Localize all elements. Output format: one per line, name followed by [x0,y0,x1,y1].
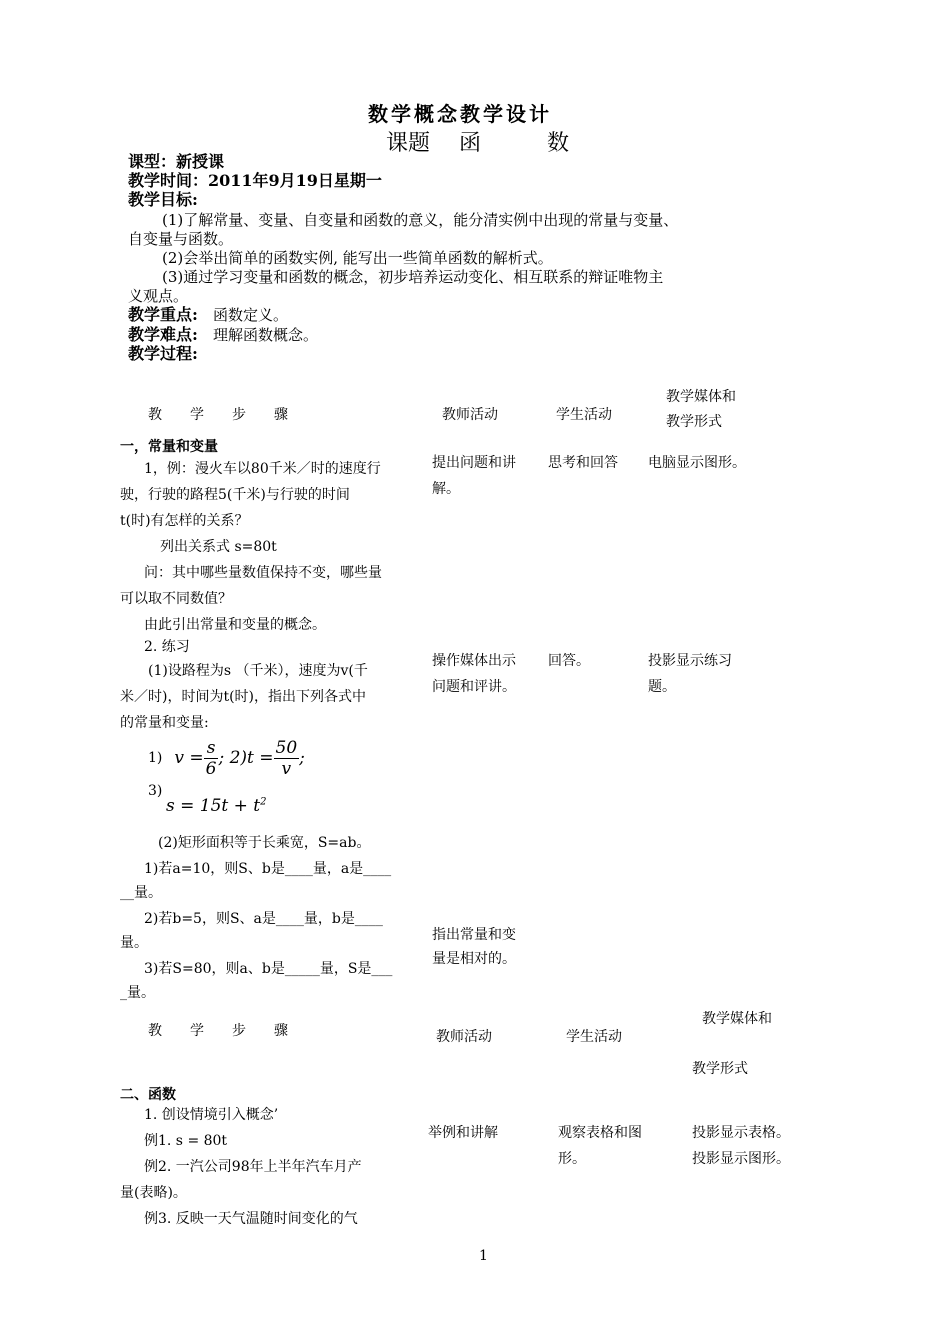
fraction-numerator: 50 [275,737,298,758]
difficulty-text: 理解函数概念。 [213,326,319,344]
step-line: (1)设路程为s （千米），速度为v(千 [148,663,368,679]
student-activity: 形。 [558,1151,586,1167]
media-form: 投影显示表格。 [692,1125,790,1141]
column-teacher: 教师活动 [436,1029,492,1045]
lesson-type: 课型：新授课 [128,152,225,171]
student-activity: 观察表格和图 [558,1125,642,1141]
column-student: 学生活动 [556,407,612,423]
equation-label: 3) [148,783,163,799]
step-line: 例1. s = 80t [144,1133,228,1149]
teacher-activity: 量是相对的。 [432,951,516,967]
student-activity: 回答。 [548,653,590,669]
step-line: 例3. 反映一天气温随时间变化的气 [144,1211,358,1227]
step-line: 量。 [120,935,148,951]
step-line: 问：其中哪些量数值保持不变，哪些量 [144,565,382,581]
column-media-line2: 教学形式 [666,414,722,430]
step-line: 列出关系式 s=80t [160,539,277,555]
media-form: 投影显示练习 [648,653,732,669]
step-line: t(时)有怎样的关系？ [120,513,249,529]
lesson-time: 教学时间：2011年9月19日星期一 [128,171,382,190]
step-line: 由此引出常量和变量的概念。 [144,617,326,633]
step-line: 1. 创设情境引入概念’ [144,1107,279,1123]
column-teacher: 教师活动 [442,407,498,423]
equation-3-exponent: 2 [260,796,267,808]
equation-label: 1) [148,750,163,766]
column-steps: 教 学 步 骤 [148,1023,288,1039]
goal-line: 义观点。 [128,287,189,305]
goals-label: 教学目标: [128,190,198,209]
fraction [274,738,300,779]
fraction-numerator: s [204,738,219,759]
step-line: (2)矩形面积等于长乘宽，S=ab。 [158,835,371,851]
key-point [128,305,288,324]
goal-line: 自变量与函数。 [128,230,234,248]
step-line: 1，例：漫火车以80千米／时的速度行 [144,461,381,477]
step-line: 米／时)，时间为t(时)，指出下列各式中 [120,689,367,705]
step-line: 例2. 一汽公司98年上半年汽车月产 [144,1159,362,1175]
step-line: 3)若S=80，则a、b是_____量，S是___ [144,961,393,977]
teacher-activity: 举例和讲解 [428,1125,498,1141]
fraction [204,738,219,779]
media-form: 电脑显示图形。 [648,455,746,471]
step-line: 驶，行驶的路程5(千米)与行驶的时间 [120,487,350,503]
teacher-activity: 指出常量和变 [432,927,516,943]
step-line: __量。 [120,885,162,901]
teacher-activity: 解。 [432,481,460,497]
teacher-activity: 问题和评讲。 [432,679,516,695]
step-line: 可以取不同数值？ [120,591,232,607]
equation-1 [148,734,305,782]
page-number: 1 [479,1248,488,1264]
teacher-activity: 操作媒体出示 [432,653,516,669]
document-title: 数学概念教学设计 [368,102,552,126]
goal-line: (3)通过学习变量和函数的概念，初步培养运动变化、相互联系的辩证唯物主 [162,268,664,286]
step-line: 的常量和变量: [120,715,209,731]
goal-line: (1)了解常量、变量、自变量和函数的意义，能分清实例中出现的常量与变量、 [162,211,679,229]
column-media-line2: 教学形式 [692,1061,748,1077]
teacher-activity: 提出问题和讲 [432,455,516,471]
step-line: 1)若a=10，则S、b是____量，a是____ [144,861,392,877]
fraction-denominator: v [281,758,292,779]
step-line: 量(表略)。 [120,1185,187,1201]
goal-line: (2)会举出简单的函数实例, 能写出一些简单函数的解析式。 [162,249,553,267]
fraction-denominator: 6 [205,758,217,779]
column-media: 教学媒体和 [666,389,736,405]
column-media: 教学媒体和 [702,1011,772,1027]
section-heading: 一，常量和变量 [120,439,218,455]
step-line: 2)若b=5，则S、a是____量，b是____ [144,911,383,927]
process-label: 教学过程: [128,344,198,363]
equation-end: ; [299,748,305,768]
key-point-text: 函数定义。 [213,306,289,324]
media-form: 题。 [648,679,676,695]
equation-3-body: s = 15t + t [166,796,261,816]
equation-lhs: v = [174,748,204,768]
section-heading: 二、函数 [120,1087,176,1103]
equation-3 [166,796,267,816]
student-activity: 思考和回答 [548,455,618,471]
column-steps: 教 学 步 骤 [148,407,288,423]
step-line: 2. 练习 [144,639,190,655]
equation-mid: ; 2)t = [218,748,274,768]
media-form: 投影显示图形。 [692,1151,790,1167]
step-line: _量。 [120,985,155,1001]
difficulty-label: 教学难点: [128,325,198,344]
column-student: 学生活动 [566,1029,622,1045]
difficulty [128,325,318,344]
key-point-label: 教学重点: [128,305,198,324]
lesson-topic: 课题 函 数 [386,131,569,156]
